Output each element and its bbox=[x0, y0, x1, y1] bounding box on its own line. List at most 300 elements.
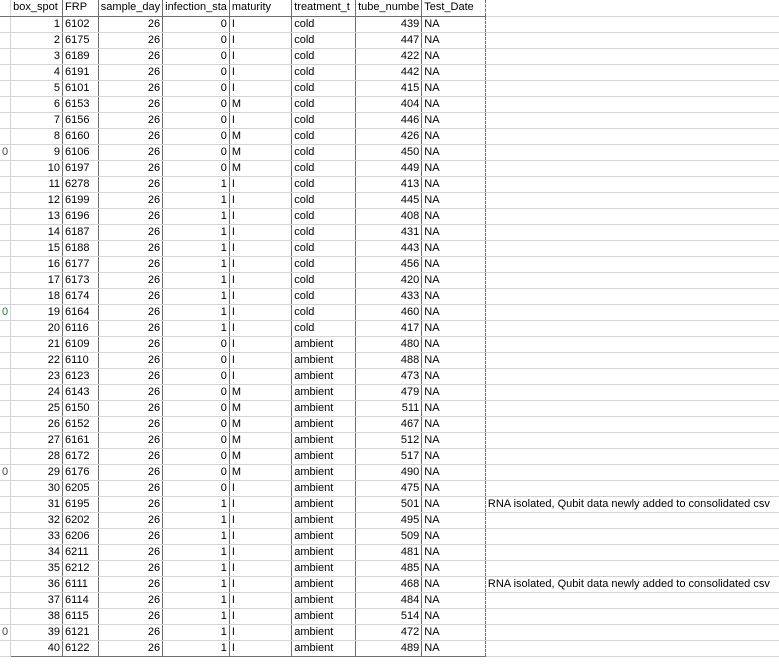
cell-maturity[interactable]: I bbox=[229, 80, 291, 96]
cell-tube[interactable]: 468 bbox=[356, 576, 422, 592]
cell-infection[interactable]: 0 bbox=[163, 480, 230, 496]
row-header[interactable] bbox=[0, 560, 11, 576]
row-header[interactable] bbox=[0, 96, 11, 112]
row-header[interactable]: 0 bbox=[0, 144, 11, 160]
cell-treatment[interactable]: ambient bbox=[292, 640, 356, 656]
cell-tube[interactable]: 447 bbox=[356, 32, 422, 48]
cell-box-spot[interactable]: 36 bbox=[11, 576, 63, 592]
cell-treatment[interactable]: ambient bbox=[292, 576, 356, 592]
cell-box-spot[interactable]: 9 bbox=[11, 144, 63, 160]
cell-sample-day[interactable]: 26 bbox=[98, 48, 162, 64]
cell-sample-day[interactable]: 26 bbox=[98, 16, 162, 32]
cell-treatment[interactable]: cold bbox=[292, 320, 356, 336]
row-header[interactable] bbox=[0, 208, 11, 224]
empty-cell[interactable] bbox=[485, 0, 779, 16]
cell-treatment[interactable]: ambient bbox=[292, 368, 356, 384]
cell-treatment[interactable]: cold bbox=[292, 224, 356, 240]
cell-note[interactable] bbox=[485, 48, 779, 64]
cell-tube[interactable]: 481 bbox=[356, 544, 422, 560]
cell-note[interactable] bbox=[485, 528, 779, 544]
cell-maturity[interactable]: I bbox=[229, 240, 291, 256]
cell-treatment[interactable]: cold bbox=[292, 192, 356, 208]
cell-frp[interactable]: 6187 bbox=[63, 224, 99, 240]
cell-test-date[interactable]: NA bbox=[422, 64, 486, 80]
cell-frp[interactable]: 6121 bbox=[63, 624, 99, 640]
cell-maturity[interactable]: I bbox=[229, 528, 291, 544]
cell-sample-day[interactable]: 26 bbox=[98, 448, 162, 464]
cell-infection[interactable]: 1 bbox=[163, 176, 230, 192]
cell-maturity[interactable]: I bbox=[229, 256, 291, 272]
cell-infection[interactable]: 1 bbox=[163, 576, 230, 592]
row-header[interactable] bbox=[0, 320, 11, 336]
cell-sample-day[interactable]: 26 bbox=[98, 560, 162, 576]
cell-tube[interactable]: 417 bbox=[356, 320, 422, 336]
cell-infection[interactable]: 0 bbox=[163, 400, 230, 416]
row-header[interactable] bbox=[0, 640, 11, 656]
cell-maturity[interactable]: I bbox=[229, 560, 291, 576]
cell-infection[interactable]: 1 bbox=[163, 560, 230, 576]
cell-maturity[interactable]: M bbox=[229, 448, 291, 464]
cell-sample-day[interactable]: 26 bbox=[98, 400, 162, 416]
cell-infection[interactable]: 1 bbox=[163, 528, 230, 544]
cell-box-spot[interactable]: 1 bbox=[11, 16, 63, 32]
cell-treatment[interactable]: cold bbox=[292, 256, 356, 272]
cell-treatment[interactable]: ambient bbox=[292, 544, 356, 560]
cell-treatment[interactable]: cold bbox=[292, 272, 356, 288]
cell-treatment[interactable]: ambient bbox=[292, 592, 356, 608]
row-header[interactable] bbox=[0, 272, 11, 288]
cell-tube[interactable]: 446 bbox=[356, 112, 422, 128]
cell-maturity[interactable]: I bbox=[229, 272, 291, 288]
row-header[interactable] bbox=[0, 48, 11, 64]
cell-tube[interactable]: 456 bbox=[356, 256, 422, 272]
cell-note[interactable] bbox=[485, 400, 779, 416]
cell-infection[interactable]: 0 bbox=[163, 464, 230, 480]
cell-frp[interactable]: 6122 bbox=[63, 640, 99, 656]
cell-frp[interactable]: 6173 bbox=[63, 272, 99, 288]
cell-note[interactable] bbox=[485, 544, 779, 560]
cell-sample-day[interactable]: 26 bbox=[98, 592, 162, 608]
cell-infection[interactable]: 1 bbox=[163, 624, 230, 640]
cell-maturity[interactable]: I bbox=[229, 576, 291, 592]
cell-sample-day[interactable]: 26 bbox=[98, 528, 162, 544]
cell-sample-day[interactable]: 26 bbox=[98, 288, 162, 304]
cell-box-spot[interactable]: 13 bbox=[11, 208, 63, 224]
cell-treatment[interactable]: ambient bbox=[292, 448, 356, 464]
cell-infection[interactable]: 0 bbox=[163, 80, 230, 96]
cell-note[interactable] bbox=[485, 576, 779, 592]
row-header[interactable] bbox=[0, 240, 11, 256]
cell-test-date[interactable]: NA bbox=[422, 480, 486, 496]
cell-sample-day[interactable]: 26 bbox=[98, 256, 162, 272]
cell-infection[interactable]: 0 bbox=[163, 416, 230, 432]
cell-infection[interactable]: 0 bbox=[163, 432, 230, 448]
cell-tube[interactable]: 443 bbox=[356, 240, 422, 256]
cell-test-date[interactable]: NA bbox=[422, 608, 486, 624]
cell-maturity[interactable]: M bbox=[229, 144, 291, 160]
row-header[interactable] bbox=[0, 480, 11, 496]
cell-infection[interactable]: 0 bbox=[163, 352, 230, 368]
cell-box-spot[interactable]: 20 bbox=[11, 320, 63, 336]
cell-treatment[interactable]: ambient bbox=[292, 528, 356, 544]
cell-maturity[interactable]: I bbox=[229, 368, 291, 384]
column-header-frp[interactable]: FRP bbox=[63, 0, 99, 16]
cell-box-spot[interactable]: 35 bbox=[11, 560, 63, 576]
cell-frp[interactable]: 6110 bbox=[63, 352, 99, 368]
cell-note[interactable] bbox=[485, 592, 779, 608]
cell-test-date[interactable]: NA bbox=[422, 544, 486, 560]
cell-infection[interactable]: 1 bbox=[163, 224, 230, 240]
cell-test-date[interactable]: NA bbox=[422, 432, 486, 448]
cell-infection[interactable]: 1 bbox=[163, 496, 230, 512]
cell-treatment[interactable]: ambient bbox=[292, 560, 356, 576]
cell-frp[interactable]: 6161 bbox=[63, 432, 99, 448]
cell-sample-day[interactable]: 26 bbox=[98, 112, 162, 128]
cell-tube[interactable]: 467 bbox=[356, 416, 422, 432]
cell-box-spot[interactable]: 24 bbox=[11, 384, 63, 400]
cell-note[interactable] bbox=[485, 240, 779, 256]
cell-box-spot[interactable]: 4 bbox=[11, 64, 63, 80]
cell-box-spot[interactable]: 12 bbox=[11, 192, 63, 208]
cell-tube[interactable]: 415 bbox=[356, 80, 422, 96]
cell-test-date[interactable]: NA bbox=[422, 240, 486, 256]
cell-treatment[interactable]: ambient bbox=[292, 512, 356, 528]
cell-box-spot[interactable]: 28 bbox=[11, 448, 63, 464]
cell-note[interactable] bbox=[485, 192, 779, 208]
cell-maturity[interactable]: I bbox=[229, 640, 291, 656]
cell-treatment[interactable]: ambient bbox=[292, 400, 356, 416]
cell-maturity[interactable]: I bbox=[229, 176, 291, 192]
cell-sample-day[interactable]: 26 bbox=[98, 64, 162, 80]
cell-maturity[interactable]: I bbox=[229, 336, 291, 352]
cell-sample-day[interactable]: 26 bbox=[98, 128, 162, 144]
cell-box-spot[interactable]: 6 bbox=[11, 96, 63, 112]
cell-maturity[interactable]: I bbox=[229, 64, 291, 80]
cell-sample-day[interactable]: 26 bbox=[98, 80, 162, 96]
cell-treatment[interactable]: cold bbox=[292, 32, 356, 48]
cell-infection[interactable]: 1 bbox=[163, 320, 230, 336]
cell-note[interactable] bbox=[485, 432, 779, 448]
cell-box-spot[interactable]: 30 bbox=[11, 480, 63, 496]
cell-treatment[interactable]: cold bbox=[292, 64, 356, 80]
cell-note[interactable] bbox=[485, 112, 779, 128]
cell-test-date[interactable]: NA bbox=[422, 496, 486, 512]
cell-treatment[interactable]: cold bbox=[292, 304, 356, 320]
row-header[interactable] bbox=[0, 400, 11, 416]
cell-test-date[interactable]: NA bbox=[422, 464, 486, 480]
cell-frp[interactable]: 6199 bbox=[63, 192, 99, 208]
cell-infection[interactable]: 1 bbox=[163, 544, 230, 560]
cell-tube[interactable]: 408 bbox=[356, 208, 422, 224]
cell-tube[interactable]: 422 bbox=[356, 48, 422, 64]
cell-note[interactable] bbox=[485, 144, 779, 160]
cell-note[interactable] bbox=[485, 640, 779, 656]
cell-note[interactable] bbox=[485, 608, 779, 624]
cell-sample-day[interactable]: 26 bbox=[98, 624, 162, 640]
cell-treatment[interactable]: cold bbox=[292, 80, 356, 96]
cell-box-spot[interactable]: 2 bbox=[11, 32, 63, 48]
cell-test-date[interactable]: NA bbox=[422, 176, 486, 192]
cell-sample-day[interactable]: 26 bbox=[98, 208, 162, 224]
cell-frp[interactable]: 6189 bbox=[63, 48, 99, 64]
cell-test-date[interactable]: NA bbox=[422, 16, 486, 32]
row-header[interactable]: 0 bbox=[0, 464, 11, 480]
cell-treatment[interactable]: cold bbox=[292, 128, 356, 144]
cell-note[interactable] bbox=[485, 160, 779, 176]
cell-frp[interactable]: 6143 bbox=[63, 384, 99, 400]
cell-maturity[interactable]: I bbox=[229, 304, 291, 320]
cell-test-date[interactable]: NA bbox=[422, 160, 486, 176]
cell-box-spot[interactable]: 19 bbox=[11, 304, 63, 320]
cell-infection[interactable]: 1 bbox=[163, 192, 230, 208]
cell-maturity[interactable]: I bbox=[229, 16, 291, 32]
column-header-infection[interactable]: infection_sta bbox=[163, 0, 230, 16]
cell-box-spot[interactable]: 29 bbox=[11, 464, 63, 480]
cell-frp[interactable]: 6101 bbox=[63, 80, 99, 96]
cell-treatment[interactable]: ambient bbox=[292, 608, 356, 624]
cell-sample-day[interactable]: 26 bbox=[98, 416, 162, 432]
row-header[interactable] bbox=[0, 448, 11, 464]
cell-maturity[interactable]: I bbox=[229, 32, 291, 48]
column-header-test-date[interactable]: Test_Date bbox=[422, 0, 486, 16]
cell-test-date[interactable]: NA bbox=[422, 352, 486, 368]
cell-sample-day[interactable]: 26 bbox=[98, 640, 162, 656]
cell-test-date[interactable]: NA bbox=[422, 48, 486, 64]
row-header[interactable] bbox=[0, 512, 11, 528]
cell-box-spot[interactable]: 3 bbox=[11, 48, 63, 64]
cell-note[interactable] bbox=[485, 176, 779, 192]
cell-sample-day[interactable]: 26 bbox=[98, 352, 162, 368]
cell-treatment[interactable]: ambient bbox=[292, 480, 356, 496]
cell-tube[interactable]: 426 bbox=[356, 128, 422, 144]
cell-box-spot[interactable]: 40 bbox=[11, 640, 63, 656]
cell-sample-day[interactable]: 26 bbox=[98, 512, 162, 528]
cell-sample-day[interactable]: 26 bbox=[98, 240, 162, 256]
cell-frp[interactable]: 6114 bbox=[63, 592, 99, 608]
cell-sample-day[interactable]: 26 bbox=[98, 496, 162, 512]
cell-box-spot[interactable]: 23 bbox=[11, 368, 63, 384]
cell-sample-day[interactable]: 26 bbox=[98, 272, 162, 288]
cell-maturity[interactable]: I bbox=[229, 496, 291, 512]
cell-box-spot[interactable]: 14 bbox=[11, 224, 63, 240]
row-header[interactable] bbox=[0, 176, 11, 192]
cell-tube[interactable]: 472 bbox=[356, 624, 422, 640]
cell-note[interactable] bbox=[485, 560, 779, 576]
cell-treatment[interactable]: cold bbox=[292, 16, 356, 32]
cell-tube[interactable]: 433 bbox=[356, 288, 422, 304]
cell-infection[interactable]: 0 bbox=[163, 160, 230, 176]
cell-maturity[interactable]: M bbox=[229, 464, 291, 480]
cell-note[interactable] bbox=[485, 80, 779, 96]
cell-treatment[interactable]: ambient bbox=[292, 384, 356, 400]
cell-note[interactable] bbox=[485, 384, 779, 400]
cell-box-spot[interactable]: 17 bbox=[11, 272, 63, 288]
cell-tube[interactable]: 490 bbox=[356, 464, 422, 480]
cell-tube[interactable]: 450 bbox=[356, 144, 422, 160]
cell-box-spot[interactable]: 38 bbox=[11, 608, 63, 624]
cell-box-spot[interactable]: 31 bbox=[11, 496, 63, 512]
cell-treatment[interactable]: cold bbox=[292, 96, 356, 112]
cell-sample-day[interactable]: 26 bbox=[98, 464, 162, 480]
cell-sample-day[interactable]: 26 bbox=[98, 32, 162, 48]
cell-maturity[interactable]: I bbox=[229, 48, 291, 64]
cell-treatment[interactable]: ambient bbox=[292, 464, 356, 480]
cell-test-date[interactable]: NA bbox=[422, 32, 486, 48]
cell-infection[interactable]: 0 bbox=[163, 32, 230, 48]
cell-frp[interactable]: 6196 bbox=[63, 208, 99, 224]
cell-note[interactable] bbox=[485, 448, 779, 464]
cell-frp[interactable]: 6164 bbox=[63, 304, 99, 320]
cell-tube[interactable]: 517 bbox=[356, 448, 422, 464]
cell-test-date[interactable]: NA bbox=[422, 128, 486, 144]
cell-note[interactable] bbox=[485, 272, 779, 288]
column-header-tube[interactable]: tube_numbe bbox=[356, 0, 422, 16]
cell-tube[interactable]: 501 bbox=[356, 496, 422, 512]
cell-test-date[interactable]: NA bbox=[422, 640, 486, 656]
cell-frp[interactable]: 6172 bbox=[63, 448, 99, 464]
cell-test-date[interactable]: NA bbox=[422, 304, 486, 320]
cell-maturity[interactable]: I bbox=[229, 112, 291, 128]
cell-maturity[interactable]: I bbox=[229, 320, 291, 336]
cell-test-date[interactable]: NA bbox=[422, 256, 486, 272]
column-header-treatment[interactable]: treatment_t bbox=[292, 0, 356, 16]
cell-sample-day[interactable]: 26 bbox=[98, 224, 162, 240]
cell-treatment[interactable]: ambient bbox=[292, 336, 356, 352]
cell-box-spot[interactable]: 21 bbox=[11, 336, 63, 352]
cell-test-date[interactable]: NA bbox=[422, 288, 486, 304]
row-header[interactable] bbox=[0, 64, 11, 80]
cell-maturity[interactable]: I bbox=[229, 208, 291, 224]
row-header[interactable] bbox=[0, 608, 11, 624]
cell-tube[interactable]: 488 bbox=[356, 352, 422, 368]
cell-box-spot[interactable]: 15 bbox=[11, 240, 63, 256]
cell-tube[interactable]: 442 bbox=[356, 64, 422, 80]
cell-frp[interactable]: 6160 bbox=[63, 128, 99, 144]
row-header[interactable] bbox=[0, 384, 11, 400]
row-header[interactable] bbox=[0, 256, 11, 272]
cell-note[interactable] bbox=[485, 96, 779, 112]
cell-infection[interactable]: 1 bbox=[163, 640, 230, 656]
cell-test-date[interactable]: NA bbox=[422, 320, 486, 336]
cell-maturity[interactable]: M bbox=[229, 96, 291, 112]
cell-sample-day[interactable]: 26 bbox=[98, 544, 162, 560]
cell-treatment[interactable]: cold bbox=[292, 240, 356, 256]
cell-test-date[interactable]: NA bbox=[422, 208, 486, 224]
cell-frp[interactable]: 6123 bbox=[63, 368, 99, 384]
row-header[interactable] bbox=[0, 336, 11, 352]
cell-maturity[interactable]: I bbox=[229, 544, 291, 560]
cell-treatment[interactable]: cold bbox=[292, 288, 356, 304]
cell-maturity[interactable]: M bbox=[229, 400, 291, 416]
cell-note[interactable] bbox=[485, 64, 779, 80]
cell-maturity[interactable]: M bbox=[229, 384, 291, 400]
cell-tube[interactable]: 479 bbox=[356, 384, 422, 400]
cell-maturity[interactable]: I bbox=[229, 288, 291, 304]
cell-frp[interactable]: 6177 bbox=[63, 256, 99, 272]
cell-tube[interactable]: 485 bbox=[356, 560, 422, 576]
cell-note[interactable] bbox=[485, 208, 779, 224]
cell-frp[interactable]: 6191 bbox=[63, 64, 99, 80]
row-header[interactable] bbox=[0, 192, 11, 208]
cell-box-spot[interactable]: 18 bbox=[11, 288, 63, 304]
cell-infection[interactable]: 1 bbox=[163, 608, 230, 624]
cell-frp[interactable]: 6150 bbox=[63, 400, 99, 416]
cell-box-spot[interactable]: 22 bbox=[11, 352, 63, 368]
cell-infection[interactable]: 0 bbox=[163, 128, 230, 144]
cell-note[interactable] bbox=[485, 624, 779, 640]
cell-box-spot[interactable]: 37 bbox=[11, 592, 63, 608]
cell-frp[interactable]: 6202 bbox=[63, 512, 99, 528]
cell-frp[interactable]: 6212 bbox=[63, 560, 99, 576]
cell-infection[interactable]: 1 bbox=[163, 512, 230, 528]
cell-frp[interactable]: 6111 bbox=[63, 576, 99, 592]
cell-test-date[interactable]: NA bbox=[422, 384, 486, 400]
cell-frp[interactable]: 6205 bbox=[63, 480, 99, 496]
cell-box-spot[interactable]: 10 bbox=[11, 160, 63, 176]
cell-maturity[interactable]: M bbox=[229, 432, 291, 448]
cell-infection[interactable]: 0 bbox=[163, 384, 230, 400]
cell-infection[interactable]: 0 bbox=[163, 368, 230, 384]
cell-treatment[interactable]: ambient bbox=[292, 496, 356, 512]
cell-box-spot[interactable]: 11 bbox=[11, 176, 63, 192]
cell-note[interactable] bbox=[485, 480, 779, 496]
cell-infection[interactable]: 0 bbox=[163, 336, 230, 352]
cell-maturity[interactable]: M bbox=[229, 160, 291, 176]
cell-sample-day[interactable]: 26 bbox=[98, 176, 162, 192]
cell-sample-day[interactable]: 26 bbox=[98, 192, 162, 208]
cell-box-spot[interactable]: 5 bbox=[11, 80, 63, 96]
cell-frp[interactable]: 6206 bbox=[63, 528, 99, 544]
row-header[interactable] bbox=[0, 80, 11, 96]
cell-test-date[interactable]: NA bbox=[422, 624, 486, 640]
row-header[interactable] bbox=[0, 496, 11, 512]
cell-note[interactable] bbox=[485, 352, 779, 368]
cell-treatment[interactable]: cold bbox=[292, 160, 356, 176]
cell-maturity[interactable]: I bbox=[229, 192, 291, 208]
cell-frp[interactable]: 6109 bbox=[63, 336, 99, 352]
cell-tube[interactable]: 413 bbox=[356, 176, 422, 192]
cell-treatment[interactable]: ambient bbox=[292, 432, 356, 448]
cell-maturity[interactable]: I bbox=[229, 224, 291, 240]
cell-sample-day[interactable]: 26 bbox=[98, 480, 162, 496]
column-header-sample-day[interactable]: sample_day bbox=[98, 0, 162, 16]
cell-infection[interactable]: 0 bbox=[163, 16, 230, 32]
cell-box-spot[interactable]: 39 bbox=[11, 624, 63, 640]
cell-box-spot[interactable]: 27 bbox=[11, 432, 63, 448]
cell-note[interactable] bbox=[485, 496, 779, 512]
cell-treatment[interactable]: ambient bbox=[292, 624, 356, 640]
cell-frp[interactable]: 6176 bbox=[63, 464, 99, 480]
cell-test-date[interactable]: NA bbox=[422, 80, 486, 96]
cell-frp[interactable]: 6195 bbox=[63, 496, 99, 512]
cell-maturity[interactable]: M bbox=[229, 128, 291, 144]
cell-note[interactable] bbox=[485, 416, 779, 432]
cell-sample-day[interactable]: 26 bbox=[98, 576, 162, 592]
cell-box-spot[interactable]: 8 bbox=[11, 128, 63, 144]
cell-tube[interactable]: 514 bbox=[356, 608, 422, 624]
cell-tube[interactable]: 484 bbox=[356, 592, 422, 608]
cell-infection[interactable]: 0 bbox=[163, 96, 230, 112]
cell-infection[interactable]: 0 bbox=[163, 144, 230, 160]
row-header[interactable] bbox=[0, 128, 11, 144]
cell-infection[interactable]: 1 bbox=[163, 208, 230, 224]
cell-frp[interactable]: 6116 bbox=[63, 320, 99, 336]
cell-test-date[interactable]: NA bbox=[422, 400, 486, 416]
cell-sample-day[interactable]: 26 bbox=[98, 320, 162, 336]
cell-note[interactable] bbox=[485, 464, 779, 480]
cell-maturity[interactable]: I bbox=[229, 608, 291, 624]
cell-frp[interactable]: 6174 bbox=[63, 288, 99, 304]
